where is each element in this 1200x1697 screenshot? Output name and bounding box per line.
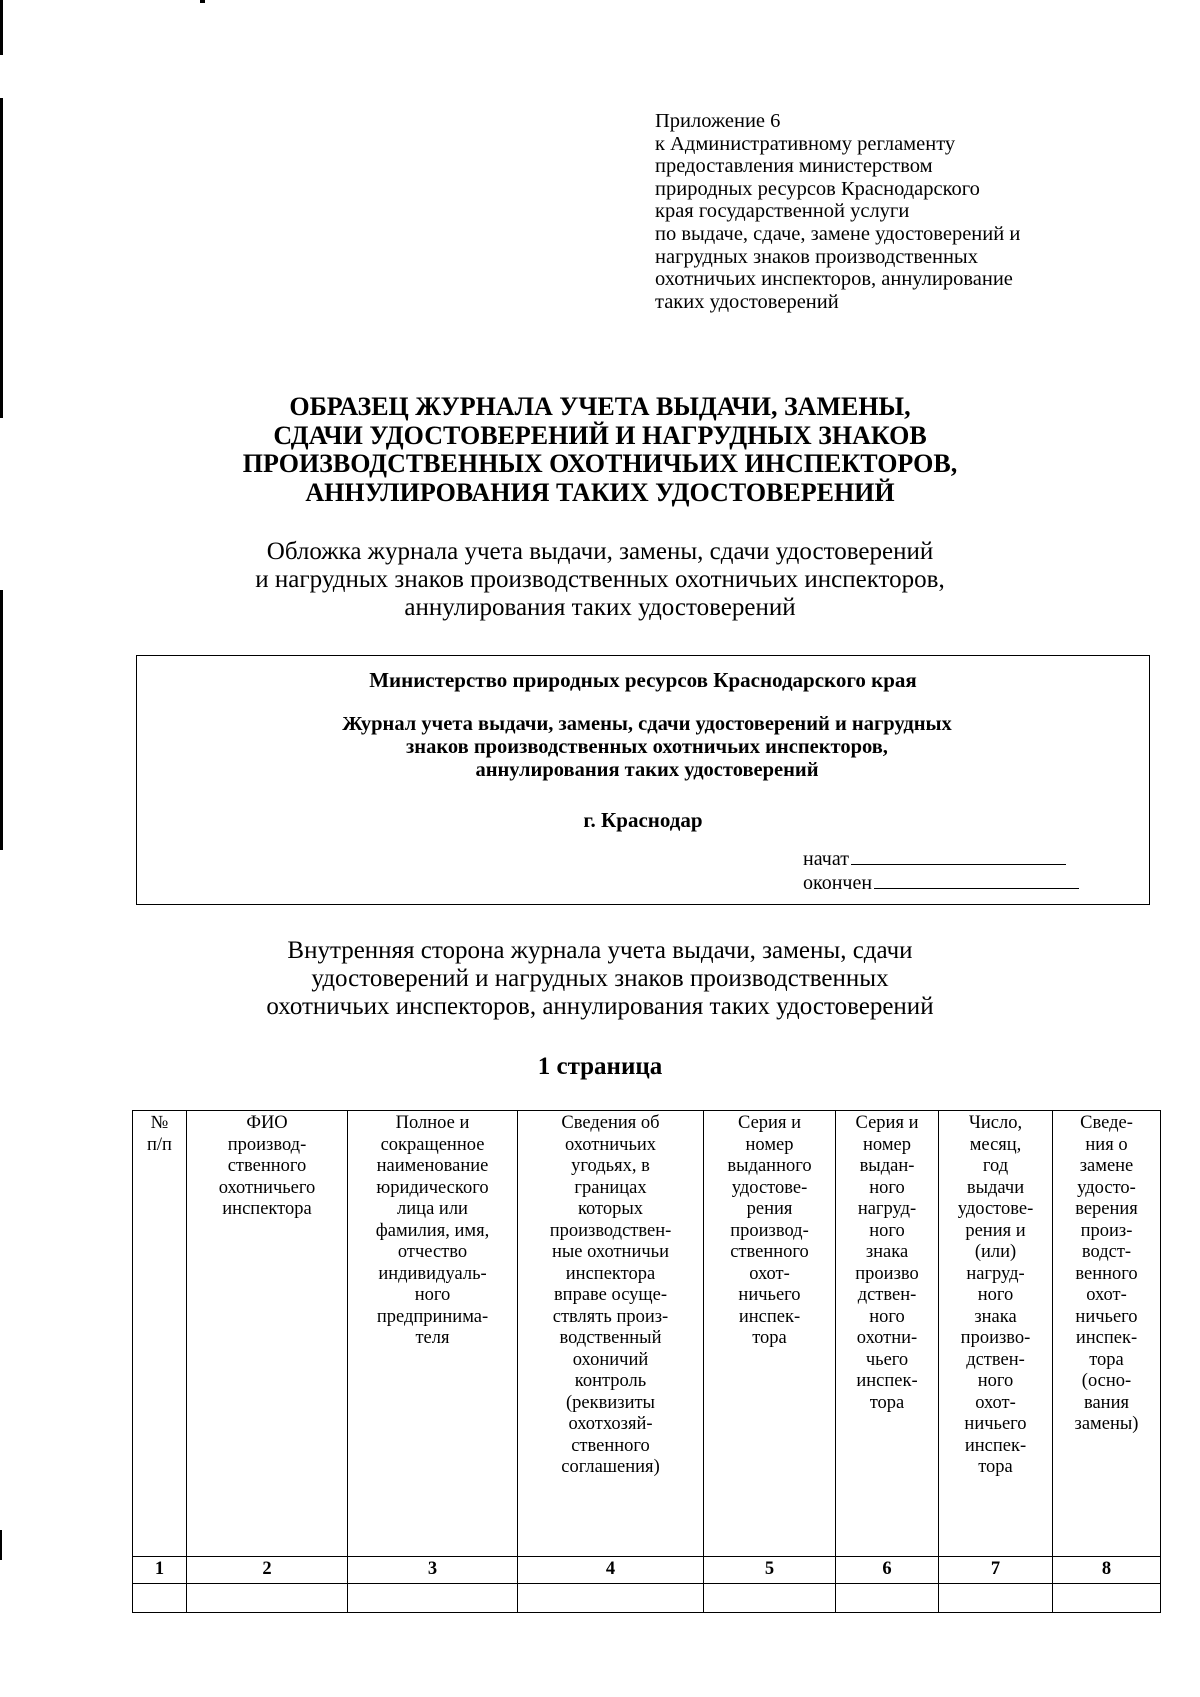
header-line: ные охотничьи bbox=[551, 1242, 670, 1262]
header-line: тора bbox=[1089, 1349, 1124, 1370]
header-line: (осно- bbox=[1081, 1371, 1132, 1391]
header-line: водственный bbox=[559, 1328, 662, 1348]
heading-line: и нагрудных знаков производственных охотничьих инспекторов, bbox=[255, 566, 945, 593]
header-line: удостове- bbox=[731, 1177, 808, 1198]
header-line: соглашения) bbox=[561, 1457, 660, 1477]
table-cell bbox=[836, 1584, 939, 1613]
header-line: контроль bbox=[574, 1371, 647, 1391]
header-line: ничьего bbox=[1075, 1306, 1138, 1327]
header-line: инспектора bbox=[565, 1263, 656, 1284]
heading-line: Обложка журнала учета выдачи, замены, сдачи удостоверений bbox=[266, 538, 934, 565]
heading-line: удостоверений и нагрудных знаков производственных bbox=[311, 965, 889, 992]
header-line: которых bbox=[577, 1199, 644, 1219]
table-cell bbox=[187, 1584, 348, 1613]
header-line: угодьях, в bbox=[571, 1156, 650, 1176]
cover-finished-field bbox=[803, 872, 1079, 895]
header-line: инспек- bbox=[964, 1435, 1027, 1456]
header-line: ничьего bbox=[964, 1414, 1027, 1434]
header-line: п/п bbox=[147, 1134, 172, 1155]
cover-journal-title bbox=[287, 713, 1007, 782]
header-line: тора bbox=[978, 1457, 1013, 1477]
finished-label: окончен bbox=[803, 872, 873, 894]
header-line: рения bbox=[746, 1199, 793, 1219]
header-line: № bbox=[150, 1113, 169, 1133]
header-line: сокращенное bbox=[380, 1134, 485, 1155]
scan-edge-mark bbox=[0, 1530, 2, 1560]
started-fill-line bbox=[851, 848, 1066, 865]
table-cell bbox=[133, 1584, 187, 1613]
header-line: производ- bbox=[730, 1220, 809, 1241]
header-line: дствен- bbox=[966, 1349, 1025, 1370]
header-line: нагруд- bbox=[857, 1199, 917, 1219]
cover-city: г. Краснодар bbox=[583, 808, 703, 832]
header-line: ственного bbox=[730, 1242, 809, 1262]
header-line: знака bbox=[974, 1306, 1017, 1327]
header-cell-badge-number bbox=[836, 1111, 939, 1557]
header-line: дствен- bbox=[857, 1285, 917, 1305]
header-line: ного bbox=[414, 1285, 451, 1305]
header-line: номер bbox=[863, 1134, 911, 1155]
scan-edge-mark bbox=[0, 98, 3, 418]
header-line: охотничьего bbox=[218, 1177, 316, 1198]
table-header-row bbox=[133, 1111, 1161, 1557]
header-line: ничьего bbox=[738, 1285, 801, 1305]
header-line: охоничий bbox=[572, 1349, 649, 1370]
header-cell-replacement-info bbox=[1053, 1111, 1161, 1557]
header-line: номер bbox=[745, 1134, 794, 1155]
appendix-line: охотничьих инспекторов, аннулирование bbox=[655, 268, 1013, 291]
header-line: Сведения об bbox=[561, 1113, 660, 1133]
header-line: ного bbox=[869, 1220, 905, 1241]
header-line: индивидуаль- bbox=[378, 1263, 487, 1284]
header-line: (или) bbox=[974, 1242, 1017, 1262]
header-line: охотхозяй- bbox=[568, 1414, 653, 1434]
header-line: охотни- bbox=[856, 1328, 918, 1348]
column-number: 1 bbox=[133, 1557, 187, 1584]
header-line: замены) bbox=[1074, 1414, 1139, 1434]
table-cell bbox=[1053, 1584, 1161, 1613]
header-line: вания bbox=[1083, 1392, 1129, 1413]
inner-section-heading bbox=[160, 937, 1040, 1021]
header-line: год bbox=[982, 1156, 1009, 1176]
header-line: ствлять произ- bbox=[552, 1306, 669, 1327]
table-cell bbox=[704, 1584, 836, 1613]
title-line: ОБРАЗЕЦ ЖУРНАЛА УЧЕТА ВЫДАЧИ, ЗАМЕНЫ, bbox=[289, 392, 911, 421]
header-line: Сведе- bbox=[1080, 1113, 1133, 1133]
header-line: предпринима- bbox=[376, 1306, 489, 1327]
header-line: произво- bbox=[960, 1328, 1031, 1348]
table-row bbox=[133, 1584, 1161, 1613]
header-line: инспек- bbox=[856, 1371, 918, 1391]
header-line: произ- bbox=[1080, 1220, 1133, 1241]
appendix-line: предоставления министерством bbox=[655, 155, 933, 178]
header-line: (реквизиты bbox=[566, 1392, 655, 1413]
heading-line: аннулирования таких удостоверений bbox=[404, 594, 796, 621]
header-cell-hunting-grounds bbox=[518, 1111, 704, 1557]
appendix-line: к Административному регламенту bbox=[655, 132, 956, 155]
scan-edge-mark bbox=[200, 0, 205, 3]
column-number: 5 bbox=[704, 1557, 836, 1584]
header-line: производ- bbox=[227, 1134, 307, 1155]
cover-journal-line: знаков производственных охотничьих инспекторов, bbox=[406, 736, 888, 758]
heading-line: охотничьих инспекторов, аннулирования таких удостоверений bbox=[266, 993, 934, 1020]
header-line: удосто- bbox=[1077, 1177, 1136, 1198]
header-line: охотничьих bbox=[564, 1134, 657, 1155]
header-line: вправе осуще- bbox=[553, 1285, 668, 1305]
table-cell bbox=[939, 1584, 1053, 1613]
page-label: 1 страница bbox=[537, 1053, 663, 1080]
header-line: ственного bbox=[227, 1156, 307, 1176]
appendix-line: нагрудных знаков производственных bbox=[655, 245, 978, 268]
header-line: венного bbox=[1075, 1263, 1138, 1284]
header-line: тора bbox=[869, 1392, 905, 1413]
header-line: фамилия, имя, bbox=[375, 1220, 490, 1241]
header-line: Серия и bbox=[738, 1113, 801, 1133]
appendix-line: Приложение 6 bbox=[655, 110, 781, 132]
cover-started-field bbox=[803, 848, 1066, 871]
cover-journal-line: аннулирования таких удостоверений bbox=[475, 759, 819, 781]
header-line: водст- bbox=[1081, 1242, 1132, 1262]
header-line: удостове- bbox=[957, 1199, 1034, 1219]
header-line: ного bbox=[977, 1285, 1014, 1305]
cover-journal-line: Журнал учета выдачи, замены, сдачи удостоверений и нагрудных bbox=[342, 713, 952, 735]
header-line: тора bbox=[752, 1328, 787, 1348]
header-line: охот- bbox=[749, 1263, 790, 1284]
appendix-line: таких удостоверений bbox=[655, 290, 839, 313]
header-line: наименование bbox=[376, 1156, 489, 1176]
header-cell-inspector-name bbox=[187, 1111, 348, 1557]
heading-line: Внутренняя сторона журнала учета выдачи, замены, сдачи bbox=[287, 937, 913, 964]
header-line: нагруд- bbox=[966, 1263, 1025, 1284]
header-line: лица или bbox=[397, 1199, 468, 1219]
header-line: инспек- bbox=[1075, 1328, 1138, 1348]
title-line: АННУЛИРОВАНИЯ ТАКИХ УДОСТОВЕРЕНИЙ bbox=[305, 477, 895, 507]
header-line: произво bbox=[855, 1263, 919, 1284]
title-line: СДАЧИ УДОСТОВЕРЕНИЙ И НАГРУДНЫХ ЗНАКОВ bbox=[273, 420, 927, 450]
header-line: ного bbox=[977, 1371, 1014, 1391]
header-line: верения bbox=[1075, 1199, 1138, 1219]
header-line: теля bbox=[415, 1328, 450, 1348]
cover-ministry: Министерство природных ресурсов Краснодарского края bbox=[369, 668, 917, 692]
journal-cover-box bbox=[136, 655, 1150, 905]
header-line: Серия и bbox=[855, 1113, 919, 1133]
header-line: ного bbox=[869, 1177, 905, 1198]
table-cell bbox=[518, 1584, 704, 1613]
started-label: начат bbox=[803, 848, 849, 870]
header-line: охот- bbox=[1086, 1285, 1127, 1305]
header-line: Полное и bbox=[395, 1113, 470, 1133]
header-line: замене bbox=[1079, 1156, 1134, 1176]
header-line: рения и bbox=[965, 1220, 1026, 1241]
header-cell-organization bbox=[348, 1111, 518, 1557]
finished-fill-line bbox=[874, 872, 1079, 889]
header-line: инспек- bbox=[738, 1306, 801, 1327]
header-line: инспектора bbox=[222, 1199, 312, 1219]
register-table bbox=[132, 1110, 1161, 1613]
column-number: 3 bbox=[348, 1557, 518, 1584]
header-line: ного bbox=[869, 1306, 905, 1327]
cover-section-heading bbox=[160, 538, 1040, 622]
appendix-line: края государственной услуги bbox=[655, 200, 910, 223]
header-line: границах bbox=[574, 1177, 647, 1198]
scan-edge-mark bbox=[0, 590, 3, 850]
header-line: выдан- bbox=[859, 1156, 915, 1176]
column-number: 7 bbox=[939, 1557, 1053, 1584]
header-line: ния о bbox=[1085, 1134, 1128, 1155]
column-number: 4 bbox=[518, 1557, 704, 1584]
header-cell-number bbox=[133, 1111, 187, 1557]
document-title bbox=[160, 393, 1040, 507]
header-cell-certificate-number bbox=[704, 1111, 836, 1557]
column-number: 2 bbox=[187, 1557, 348, 1584]
header-line: охот- bbox=[975, 1392, 1016, 1413]
header-line: юридического bbox=[376, 1177, 489, 1198]
header-line: месяц, bbox=[969, 1134, 1022, 1155]
header-line: выдачи bbox=[966, 1177, 1025, 1198]
scan-edge-mark bbox=[0, 0, 3, 55]
column-number: 6 bbox=[836, 1557, 939, 1584]
column-number: 8 bbox=[1053, 1557, 1161, 1584]
header-line: ственного bbox=[571, 1435, 650, 1456]
header-line: знака bbox=[865, 1242, 909, 1262]
header-line: производствен- bbox=[549, 1220, 672, 1241]
header-line: отчество bbox=[397, 1242, 468, 1262]
header-line: чьего bbox=[865, 1349, 909, 1370]
header-line: выданного bbox=[727, 1156, 812, 1176]
column-number-row bbox=[133, 1557, 1161, 1584]
appendix-note bbox=[655, 110, 1135, 313]
table-cell bbox=[348, 1584, 518, 1613]
header-line: Число, bbox=[968, 1113, 1023, 1133]
appendix-line: природных ресурсов Краснодарского bbox=[655, 177, 980, 200]
title-line: ПРОИЗВОДСТВЕННЫХ ОХОТНИЧЬИХ ИНСПЕКТОРОВ, bbox=[242, 449, 958, 478]
header-line: ФИО bbox=[246, 1113, 288, 1133]
header-cell-issue-date bbox=[939, 1111, 1053, 1557]
appendix-line: по выдаче, сдаче, замене удостоверений и bbox=[655, 222, 1021, 245]
